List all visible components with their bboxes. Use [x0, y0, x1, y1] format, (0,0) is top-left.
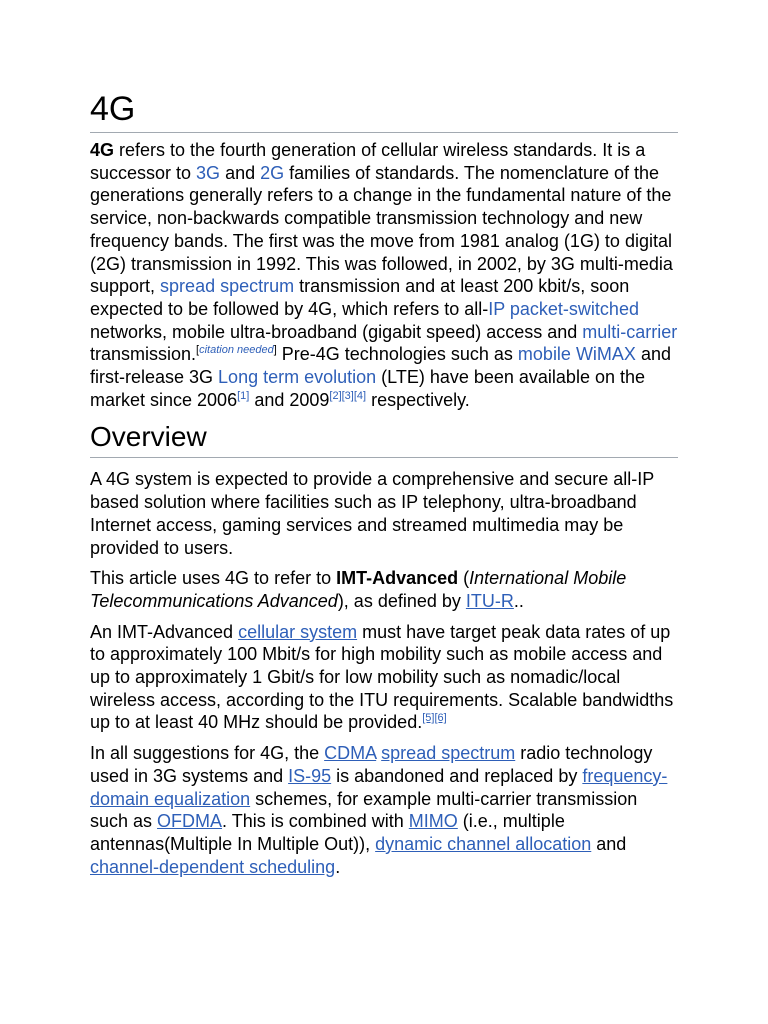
link-multi-carrier[interactable]: multi-carrier	[582, 321, 678, 342]
link-mobile-wimax[interactable]: mobile WiMAX	[517, 344, 636, 365]
link-cdma[interactable]: CDMA	[324, 743, 377, 764]
link-spread-spectrum[interactable]: spread spectrum	[160, 276, 295, 297]
lead-term: 4G	[90, 140, 115, 160]
reference-6[interactable]: [6]	[434, 712, 447, 725]
reference-5[interactable]: [5]	[422, 712, 435, 725]
reference-4[interactable]: [4]	[353, 389, 367, 402]
overview-paragraph-3: An IMT-Advanced cellular system must have target peak data rates of up to approximately 100 Mbit/s for high mobility such as mobile access and up to approximately 1 Gbit/s for low mobility such as nomadic/local wireless access, according to the ITU requirements. Scalable bandwidths up to at least 40 MHz should be provided.[5][6]	[90, 621, 674, 733]
link-is-95[interactable]: IS-95	[288, 765, 332, 786]
overview-paragraph-4: In all suggestions for 4G, the CDMA spread spectrum radio technology used in 3G systems and IS-95 is abandoned and replaced by frequency-domain equalization schemes, for example multi-carrier transmission such as OFDMA. This is combined with MIMO (i.e., multiple antennas(Multiple In Multiple Out)), dynamic channel allocation and channel-dependent scheduling.	[90, 743, 668, 877]
intro-paragraph: 4G refers to the fourth generation of cellular wireless standards. It is a successor to 3G and 2G families of standards. The nomenclature of the generations generally refers to a change in the fundamental nature of the service, non-backwards compatible transmission technology and new frequency bands. The first was the move from 1981 analog (1G) to digital (2G) transmission in 1992. This was followed, in 2002, by 3G multi-media support, spread spectrum transmission and at least 200 kbit/s, soon expected to be followed by 4G, which refers to all-IP packet-switched networks, mobile ultra-broadband (gigabit speed) access and multi-carrier transmission.[citation needed] Pre-4G technologies such as mobile WiMAX and first-release 3G Long term evolution (LTE) have been available on the market since 2006[1] and 2009[2][3][4] respectively.	[90, 140, 678, 410]
citation-needed[interactable]: [citation needed]	[196, 344, 277, 357]
link-dynamic-channel-allocation[interactable]: dynamic channel allocation	[375, 833, 592, 854]
link-mimo[interactable]: MIMO	[408, 811, 458, 832]
link-ofdma[interactable]: OFDMA	[157, 811, 223, 832]
reference-2[interactable]: [2]	[329, 389, 342, 402]
link-3g[interactable]: 3G	[196, 162, 221, 183]
reference-3[interactable]: [3]	[341, 389, 354, 402]
overview-paragraph-2: This article uses 4G to refer to IMT-Advanced (International Mobile Telecommunications Advanced), as defined by ITU-R..	[90, 568, 627, 611]
imt-advanced-term: IMT-Advanced	[336, 568, 459, 589]
link-lte[interactable]: Long term evolution	[218, 367, 377, 388]
link-ip-packet-switched[interactable]: IP packet-switched	[488, 298, 639, 319]
link-2g[interactable]: 2G	[260, 162, 285, 183]
link-channel-dependent-scheduling[interactable]: channel-dependent scheduling	[90, 856, 336, 877]
link-spread-spectrum-2[interactable]: spread spectrum	[381, 743, 516, 764]
link-cellular-system[interactable]: cellular system	[238, 621, 358, 642]
reference-1[interactable]: [1]	[237, 389, 250, 402]
link-itu-r[interactable]: ITU-R	[465, 590, 514, 611]
section-heading-overview: Overview	[90, 419, 678, 458]
link-frequency-domain-equalization[interactable]: frequency-domain equalization	[90, 765, 668, 809]
page-title: 4G	[90, 88, 678, 133]
overview-paragraph-1: A 4G system is expected to provide a comprehensive and secure all-IP based solution where facilities such as IP telephony, ultra-broadband Internet access, gaming services and streamed multimedia may be provided to users.	[90, 469, 654, 558]
